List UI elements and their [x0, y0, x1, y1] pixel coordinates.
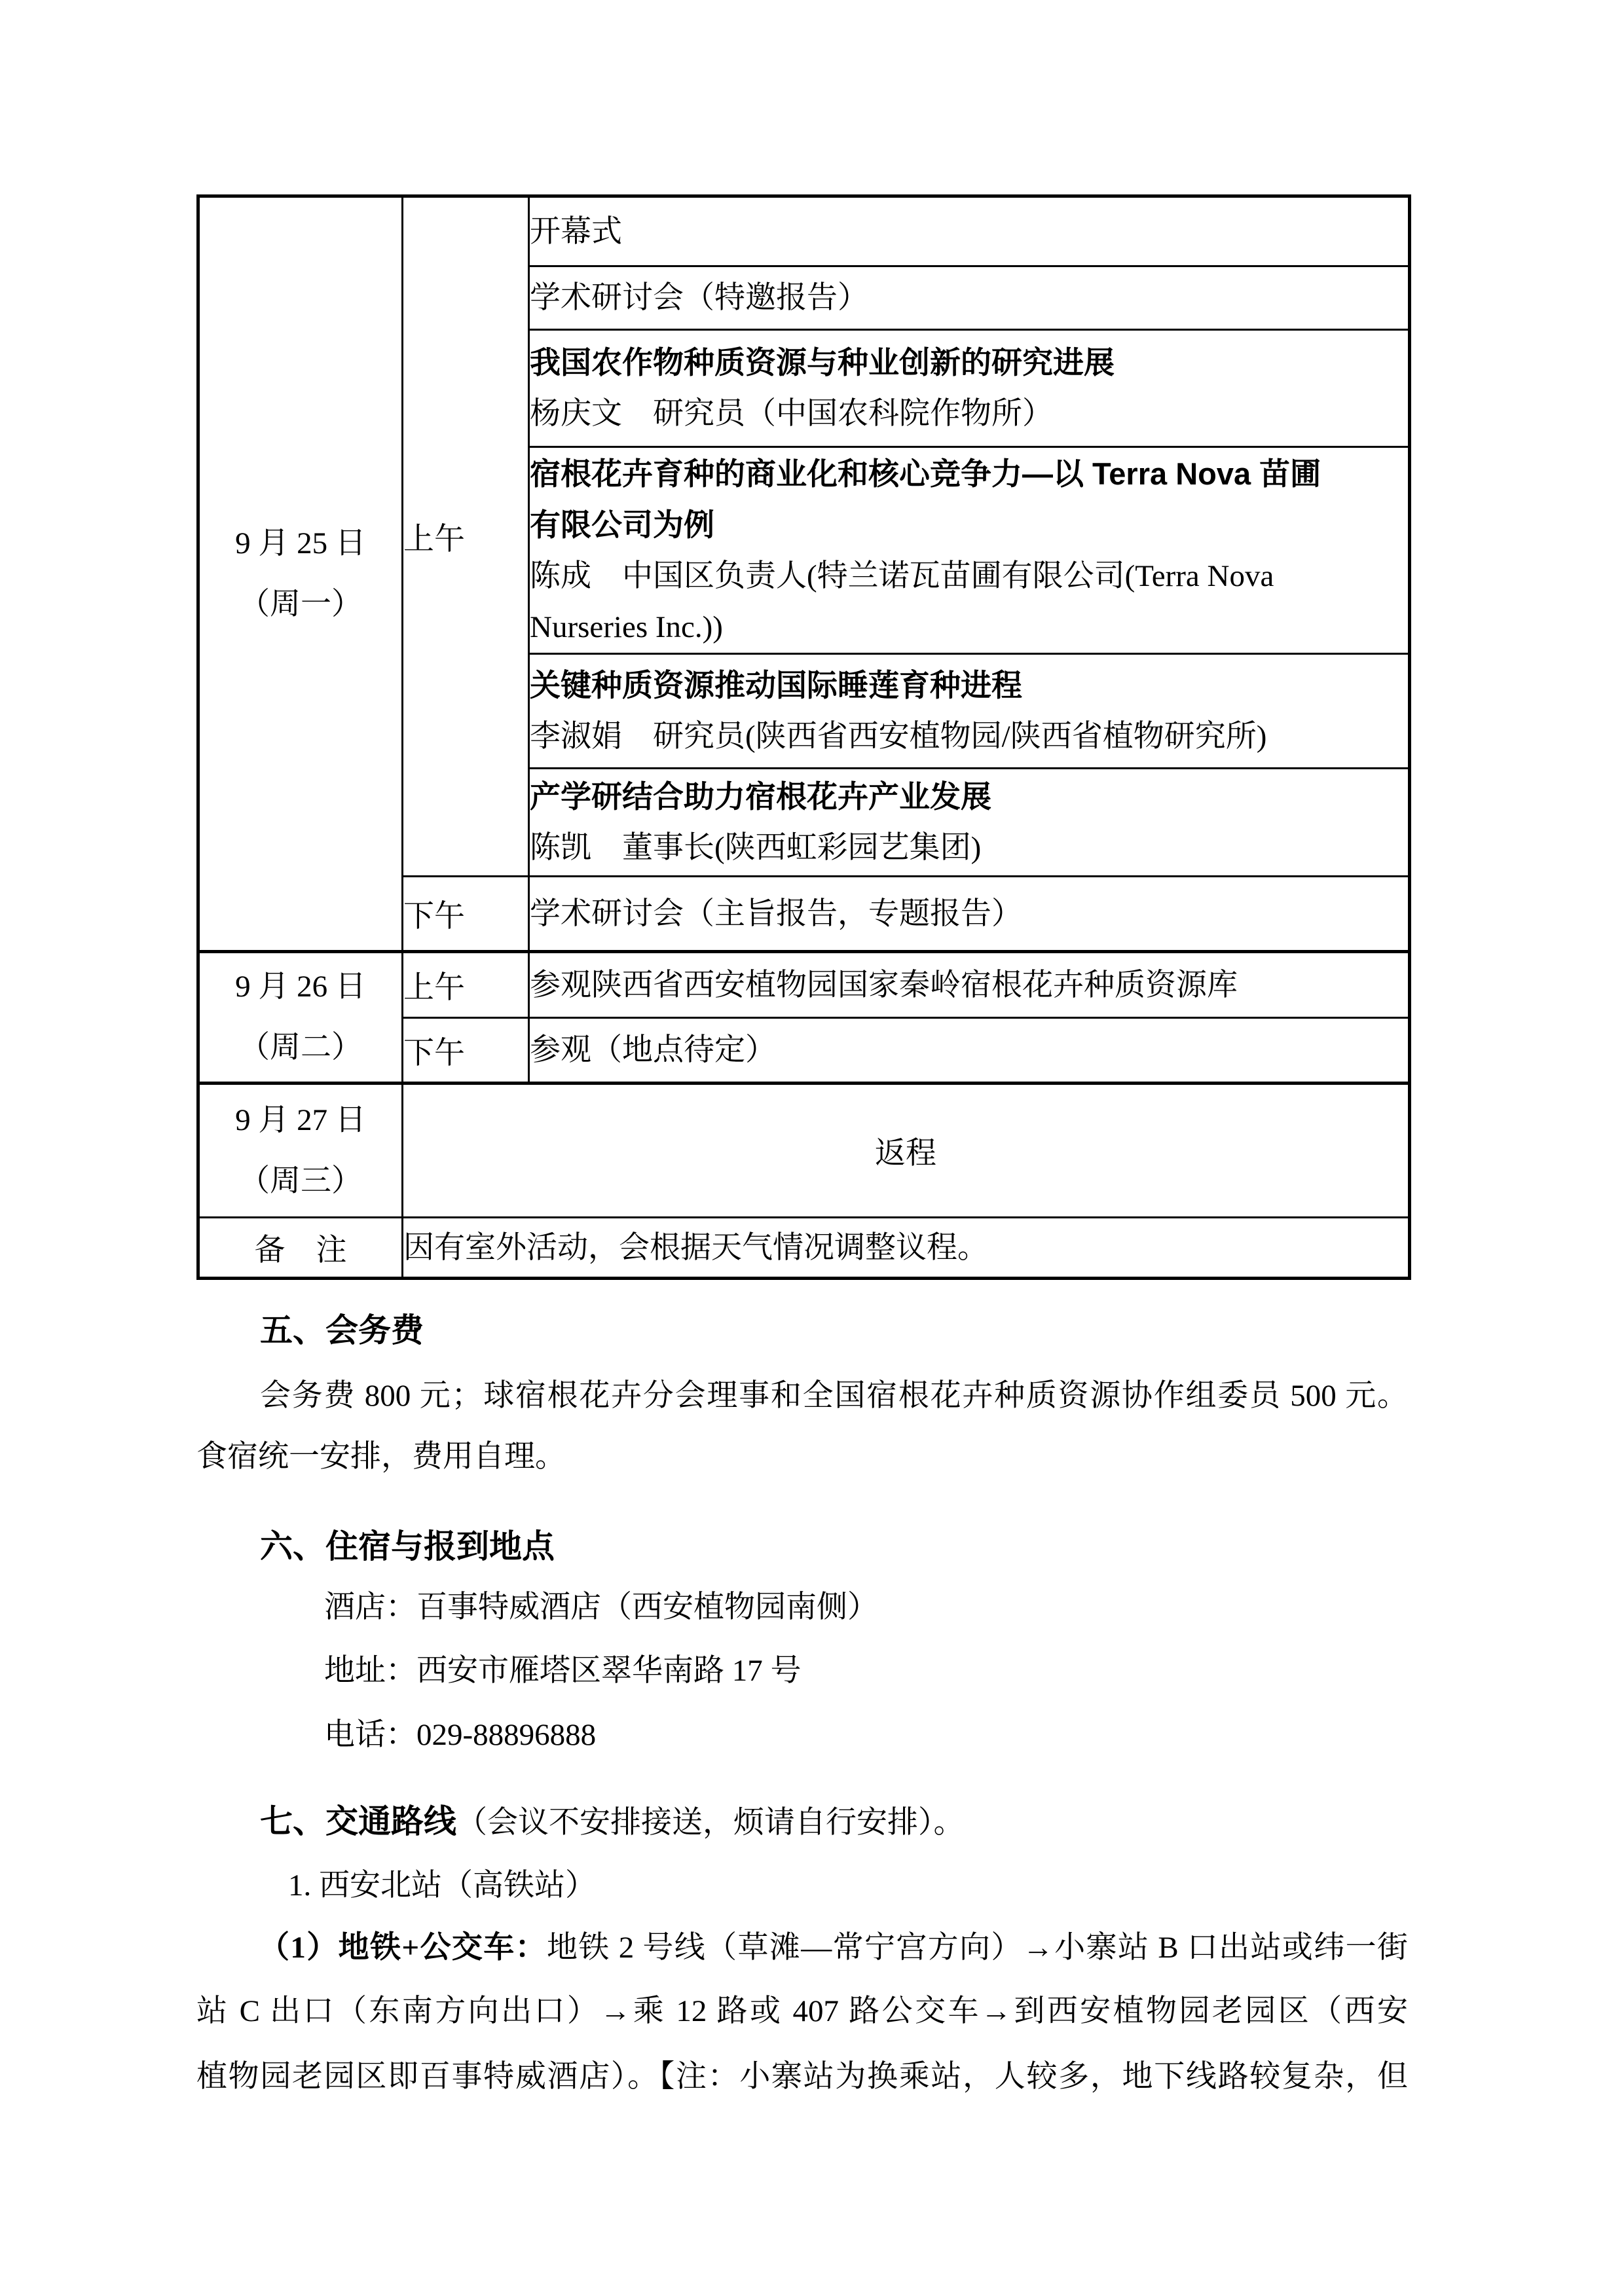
time-cell-day2-am: 上午 [403, 952, 529, 1018]
lodging-hotel-line: 酒店：百事特威酒店（西安植物园南侧） [324, 1590, 878, 1624]
remark-text: 因有室外活动，会根据天气情况调整议程。 [403, 1230, 988, 1265]
transport-p1-bold: （1）地铁+公交车： [259, 1931, 547, 1965]
section-transport-heading [196, 1789, 1471, 1855]
transport-paragraph-line3: 植物园老园区即百事特威酒店）。【注：小寨站为换乘站，人较多，地下线路较复杂，但 [196, 2060, 1408, 2094]
time-cell-day2-pm: 下午 [403, 1018, 529, 1084]
section-fee-heading: 五、会务费 [260, 1312, 424, 1349]
event-day1-pm-text: 学术研讨会（主旨报告，专题报告） [530, 896, 1022, 931]
transport-paragraph-line2: 站 C 出口（东南方向出口）→乘 12 路或 407 路公交车→到西安植物园老园区（西安 [196, 1994, 1408, 2028]
date-day1-line2: （周一） [239, 587, 362, 621]
date-day3-line2: （周三） [239, 1163, 362, 1198]
event-day2-pm-text: 参观（地点待定） [530, 1033, 776, 1067]
talk1-speaker: 杨庆文 研究员（中国农科院作物所） [530, 397, 1053, 431]
event-day3-return: 返程 [403, 1084, 1410, 1218]
transport-heading-bold: 七、交通路线 [260, 1803, 456, 1840]
talk3-speaker: 李淑娟 研究员(陕西省西安植物园/陕西省植物研究所) [530, 720, 1267, 754]
transport-p1-rest: 地铁 2 号线（草滩—常宁宫方向）→小寨站 B 口出站或纬一街 [546, 1931, 1408, 1965]
transport-heading-rest: （会议不安排接送，烦请自行安排）。 [456, 1806, 965, 1840]
talk2-title-line1: 宿根花卉育种的商业化和核心竞争力—以 Terra Nova 苗圃 [530, 456, 1321, 491]
date-day3-line1: 9 月 27 日 [235, 1102, 366, 1137]
lodging-phone-line: 电话：029-88896888 [324, 1718, 597, 1752]
date-day1-line1: 9 月 25 日 [235, 526, 366, 560]
date-day2-line2: （周二） [239, 1030, 362, 1065]
lodging-address-line: 地址：西安市雁塔区翠华南路 17 号 [324, 1654, 802, 1688]
transport-item1: 1. 西安北站（高铁站） [288, 1868, 596, 1903]
talk4-speaker: 陈凯 董事长(陕西虹彩园艺集团) [530, 831, 982, 865]
date-day2-line1: 9 月 26 日 [235, 970, 366, 1004]
talk2-speaker-line2: Nurseries Inc.)) [530, 610, 723, 644]
fee-paragraph-line2: 食宿统一安排，费用自理。 [196, 1440, 566, 1474]
time-cell-day1-am: 上午 [403, 196, 529, 877]
event-invited-text: 学术研讨会（特邀报告） [530, 281, 868, 315]
talk3-title: 关键种质资源推动国际睡莲育种进程 [530, 668, 1022, 702]
time-cell-day1-pm: 下午 [403, 877, 529, 952]
transport-paragraph-line1 [196, 1916, 1408, 1980]
talk1-title: 我国农作物种质资源与种业创新的研究进展 [530, 345, 1115, 380]
fee-paragraph-line1: 会务费 800 元；球宿根花卉分会理事和全国宿根花卉种质资源协作组委员 500 元。 [260, 1379, 1408, 1413]
remark-label-cell: 备 注 [198, 1218, 403, 1279]
event-day2-am-text: 参观陕西省西安植物园国家秦岭宿根花卉种质资源库 [530, 968, 1238, 1002]
talk2-speaker-line1: 陈成 中国区负责人(特兰诺瓦苗圃有限公司(Terra Nova [530, 558, 1274, 593]
text-sections [196, 0, 1408, 2296]
event-opening-text: 开幕式 [530, 214, 622, 249]
talk2-title-line2: 有限公司为例 [530, 507, 714, 542]
talk4-title: 产学研结合助力宿根花卉产业发展 [530, 779, 991, 814]
section-lodging-heading: 六、住宿与报到地点 [260, 1528, 555, 1565]
